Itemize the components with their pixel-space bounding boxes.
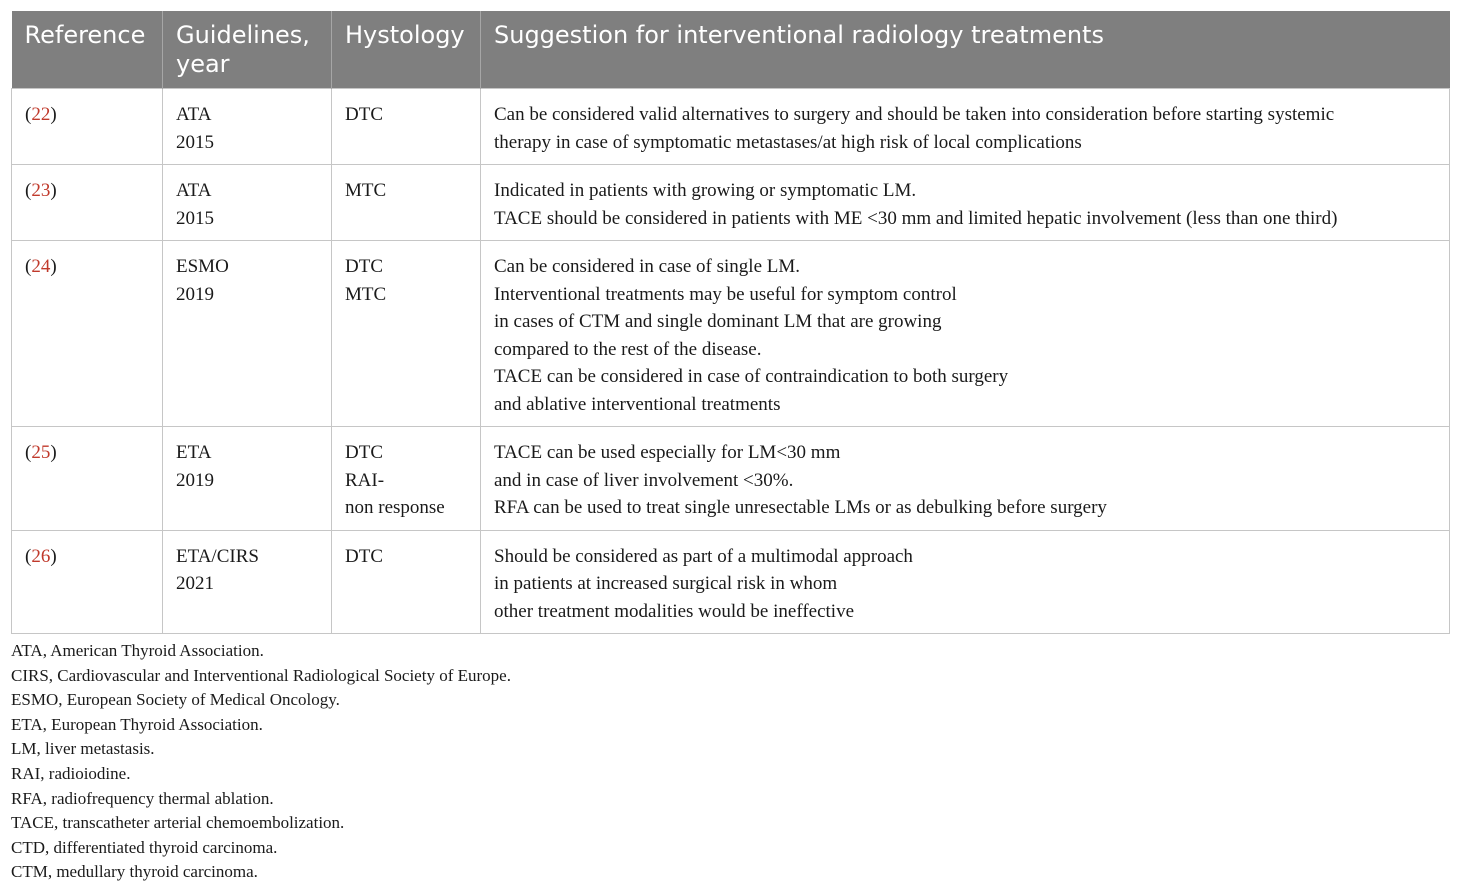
guideline-cell (163, 530, 332, 634)
footnote: LM, liver metastasis. (11, 739, 155, 759)
reference-cell: (25) (12, 427, 163, 531)
footnote: ETA, European Thyroid Association. (11, 714, 263, 734)
header-hystology: Hystology (332, 11, 481, 89)
histology-line: non response (345, 497, 445, 518)
histology-cell (332, 427, 481, 531)
suggestion-cell (481, 427, 1450, 531)
histology-line: DTC (345, 104, 383, 125)
reference-cell: (26) (12, 530, 163, 634)
table-row (12, 89, 1450, 165)
table-row (12, 427, 1450, 531)
suggestion-cell (481, 165, 1450, 241)
footnote: TACE, transcatheter arterial chemoembolization. (11, 813, 345, 833)
guideline-year: 2019 (176, 469, 214, 491)
suggestion-line: compared to the rest of the disease. (494, 338, 762, 360)
header-reference: Reference (12, 11, 163, 89)
histology-cell (332, 530, 481, 634)
histology-line: DTC (345, 442, 383, 463)
histology-cell (332, 165, 481, 241)
table-header-row (12, 11, 1450, 89)
guideline-cell (163, 427, 332, 531)
footnote: CTM, medullary thyroid carcinoma. (11, 862, 258, 882)
histology-cell (332, 241, 481, 427)
table-row (12, 530, 1450, 634)
table-row (12, 165, 1450, 241)
reference-cell: (22) (12, 89, 163, 165)
table-footnotes (11, 639, 511, 885)
reference-cell: (24) (12, 241, 163, 427)
guideline-year: 2015 (176, 131, 214, 153)
histology-line: MTC (345, 180, 387, 201)
reference-link[interactable]: 22 (31, 104, 51, 125)
header-guidelines-line2: year (176, 50, 230, 78)
guideline-cell (163, 241, 332, 427)
reference-link[interactable]: 26 (31, 545, 51, 567)
suggestion-line: TACE should be considered in patients with ME <30 mm and limited hepatic involvement (less than one third) (494, 207, 1338, 229)
guideline-name: ATA (176, 104, 212, 125)
header-suggestion: Suggestion for interventional radiology treatments (481, 11, 1450, 89)
suggestion-line: in patients at increased surgical risk in whom (494, 573, 838, 594)
suggestion-line: therapy in case of symptomatic metastases/at high risk of local complications (494, 131, 1082, 153)
guideline-year: 2021 (176, 573, 214, 594)
histology-cell (332, 89, 481, 165)
footnote: RAI, radioiodine. (11, 763, 131, 783)
footnote: CTD, differentiated thyroid carcinoma. (11, 837, 278, 857)
suggestion-cell (481, 241, 1450, 427)
histology-line: DTC (345, 256, 383, 277)
histology-line: RAI- (345, 469, 385, 491)
header-guidelines-line1: Guidelines, (176, 21, 310, 49)
histology-line: MTC (345, 283, 387, 305)
suggestion-line: RFA can be used to treat single unresectable LMs or as debulking before surgery (494, 497, 1107, 518)
guideline-cell (163, 165, 332, 241)
guideline-name: ESMO (176, 256, 229, 277)
guideline-name: ETA/CIRS (176, 545, 259, 567)
reference-link[interactable]: 23 (31, 180, 51, 201)
suggestion-cell (481, 530, 1450, 634)
histology-line: DTC (345, 545, 383, 567)
suggestion-line: and ablative interventional treatments (494, 393, 781, 415)
suggestion-line: in cases of CTM and single dominant LM that are growing (494, 311, 942, 332)
suggestion-line: Should be considered as part of a multimodal approach (494, 545, 913, 567)
guideline-year: 2015 (176, 207, 214, 229)
suggestion-line: Can be considered valid alternatives to surgery and should be taken into consideration before starting systemic (494, 104, 1335, 125)
table-row (12, 241, 1450, 427)
guideline-name: ATA (176, 180, 212, 201)
suggestion-line: Interventional treatments may be useful for symptom control (494, 283, 957, 305)
footnote: ATA, American Thyroid Association. (11, 641, 264, 660)
suggestion-line: other treatment modalities would be ineffective (494, 600, 854, 622)
reference-cell: (23) (12, 165, 163, 241)
guideline-name: ETA (176, 442, 212, 463)
footnote: CIRS, Cardiovascular and Interventional Radiological Society of Europe. (11, 665, 511, 685)
header-guidelines (163, 11, 332, 89)
suggestion-line: Indicated in patients with growing or symptomatic LM. (494, 180, 917, 201)
suggestion-cell (481, 89, 1450, 165)
suggestion-line: and in case of liver involvement <30%. (494, 469, 794, 491)
reference-link[interactable]: 25 (31, 442, 51, 463)
suggestion-line: Can be considered in case of single LM. (494, 256, 801, 277)
footnote: RFA, radiofrequency thermal ablation. (11, 788, 274, 808)
guideline-year: 2019 (176, 283, 214, 305)
suggestion-line: TACE can be considered in case of contraindication to both surgery (494, 366, 1009, 387)
guideline-cell (163, 89, 332, 165)
guidelines-table (11, 11, 1450, 634)
reference-link[interactable]: 24 (31, 256, 51, 277)
footnote: ESMO, European Society of Medical Oncology. (11, 690, 340, 710)
suggestion-line: TACE can be used especially for LM<30 mm (494, 442, 841, 463)
guidelines-table-container (11, 11, 1449, 634)
